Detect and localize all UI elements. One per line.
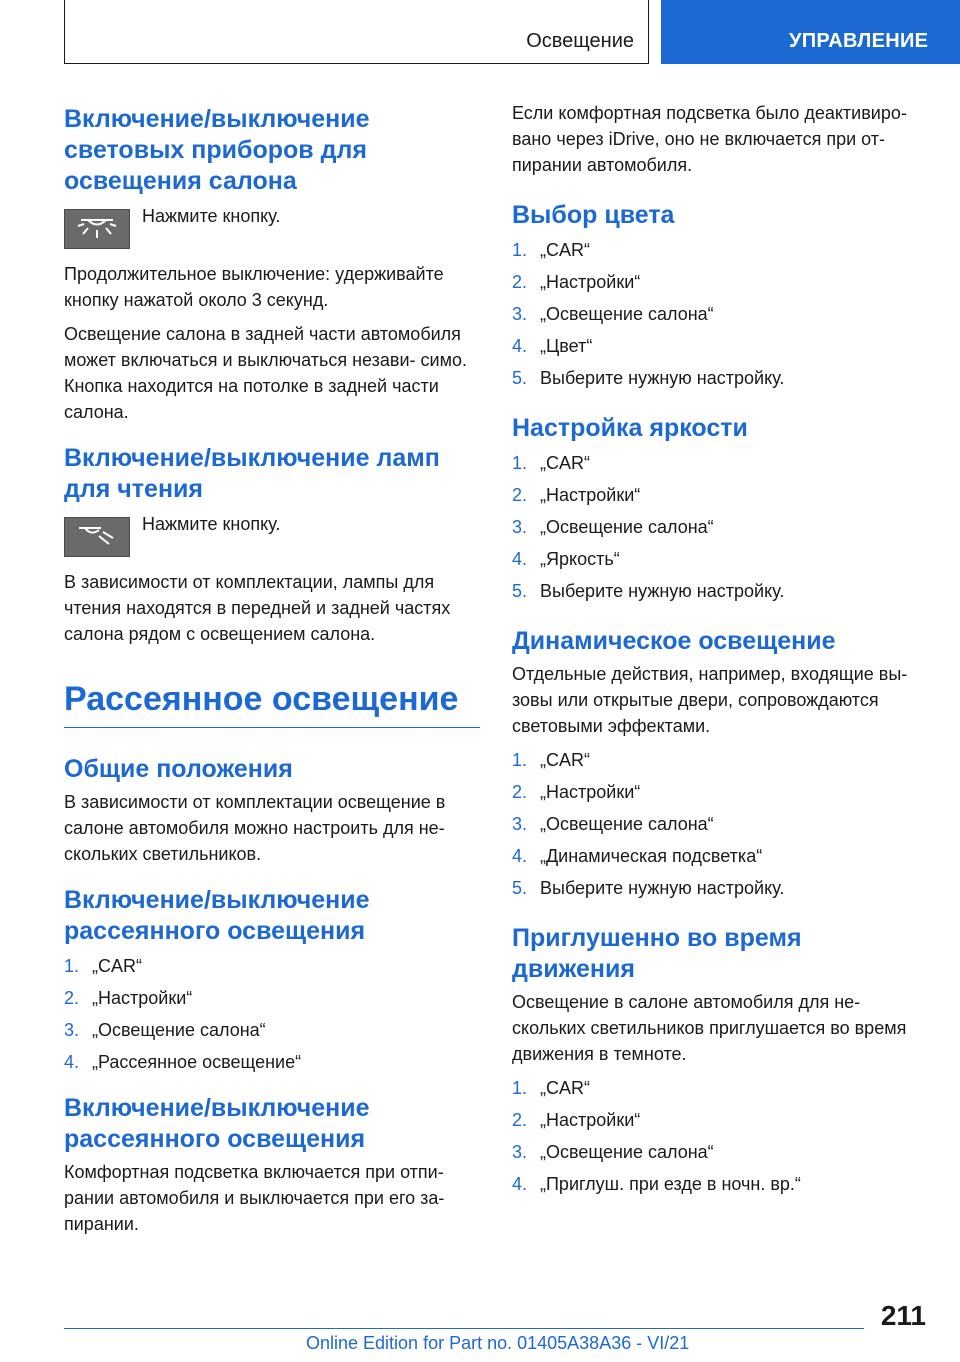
main-title-block: [64, 679, 480, 728]
list-item: 2. „Настройки“: [64, 988, 193, 1008]
reading-lamp-icon: [64, 517, 130, 557]
list-item: 5. Выберите нужную настройку.: [512, 878, 785, 898]
header-chapter-tab: [661, 0, 960, 64]
heading-ambient-switch-2: Включение/выключение рассеянного освещения: [64, 1094, 370, 1153]
list-item: 1. „CAR“: [512, 240, 590, 260]
list-item: 3. „Освещение салона“: [64, 1020, 266, 1040]
header-section-box: [64, 0, 649, 64]
steps-list: [512, 1075, 928, 1197]
press-button-text: Нажмите кнопку.: [142, 206, 281, 226]
list-item: 2. „Настройки“: [512, 1110, 641, 1130]
list-item: 4. „Цвет“: [512, 336, 593, 356]
list-item: 1. „CAR“: [64, 956, 142, 976]
steps-list: [512, 450, 928, 604]
heading-brightness: Настройка яркости: [512, 414, 748, 442]
paragraph: Продолжительное выключение: удерживайте кнопку нажатой около 3 секунд.: [64, 264, 444, 310]
list-item: 2. „Настройки“: [512, 782, 641, 802]
list-item: 3. „Освещение салона“: [512, 1142, 714, 1162]
footer-edition-text: Online Edition for Part no. 01405A38A36 - VI/21: [306, 1333, 690, 1353]
list-item: 4. „Рассеянное освещение“: [64, 1052, 302, 1072]
list-item: 4. „Динамическая подсветка“: [512, 846, 763, 866]
page-number: 211: [880, 1300, 926, 1331]
list-item: 1. „CAR“: [512, 453, 590, 473]
reading-lamp-button-row: [64, 514, 480, 557]
heading-ambient-switch: Включение/выключение рассеянного освещения: [64, 886, 370, 945]
heading-general: Общие положения: [64, 755, 293, 783]
heading-color-selection: Выбор цвета: [512, 201, 675, 229]
paragraph: Комфортная подсветка включается при отпи- рании автомобиля и выключается при его за- пирании.: [64, 1162, 445, 1234]
paragraph: Освещение в салоне автомобиля для не- скольких светильников приглушается во время движения в темноте.: [512, 992, 907, 1064]
heading-reading-lamps: Включение/выключение ламп для чтения: [64, 444, 440, 503]
header-chapter-title: УПРАВЛЕНИЕ: [789, 30, 929, 52]
interior-light-icon: [64, 209, 130, 249]
right-column: [512, 100, 928, 1197]
list-item: 4. „Приглуш. при езде в ночн. вр.“: [512, 1174, 801, 1194]
heading-dynamic-light: Динамическое освещение: [512, 627, 836, 655]
left-column: [64, 104, 480, 1237]
list-item: 5. Выберите нужную настройку.: [512, 368, 785, 388]
list-item: 3. „Освещение салона“: [512, 517, 714, 537]
paragraph: В зависимости от комплектации освещение в салоне автомобиля можно настроить для не- скольких светильников.: [64, 792, 446, 864]
list-item: 1. „CAR“: [512, 750, 590, 770]
heading-dimmed-driving: Приглушенно во время движения: [512, 924, 802, 983]
paragraph: В зависимости от комплектации, лампы для чтения находятся в передней и задней частях салона рядом с освещением салона.: [64, 572, 451, 644]
paragraph: Освещение салона в задней части автомобиля может включаться и выключаться незави- симо. Кнопка находится на потолке в задней части салона.: [64, 324, 467, 422]
steps-list: [512, 747, 928, 901]
heading-interior-light-switch: Включение/выключение световых приборов для освещения салона: [64, 105, 370, 195]
footer-divider: [64, 1328, 864, 1329]
steps-list: [64, 953, 480, 1075]
list-item: 4. „Яркость“: [512, 549, 620, 569]
paragraph: Отдельные действия, например, входящие вы- зовы или открытые двери, сопровождаются световыми эффектами.: [512, 664, 908, 736]
main-title-ambient-light: Рассеянное освещение: [64, 680, 459, 718]
steps-list: [512, 237, 928, 391]
interior-light-button-row: [64, 206, 480, 249]
list-item: 5. Выберите нужную настройку.: [512, 581, 785, 601]
header-section-title: Освещение: [526, 30, 634, 52]
list-item: 1. „CAR“: [512, 1078, 590, 1098]
list-item: 2. „Настройки“: [512, 485, 641, 505]
press-button-text: Нажмите кнопку.: [142, 514, 281, 534]
list-item: 3. „Освещение салона“: [512, 304, 714, 324]
paragraph: Если комфортная подсветка было деактивиро- вано через iDrive, оно не включается при от- пирании автомобиля.: [512, 103, 907, 175]
list-item: 3. „Освещение салона“: [512, 814, 714, 834]
list-item: 2. „Настройки“: [512, 272, 641, 292]
